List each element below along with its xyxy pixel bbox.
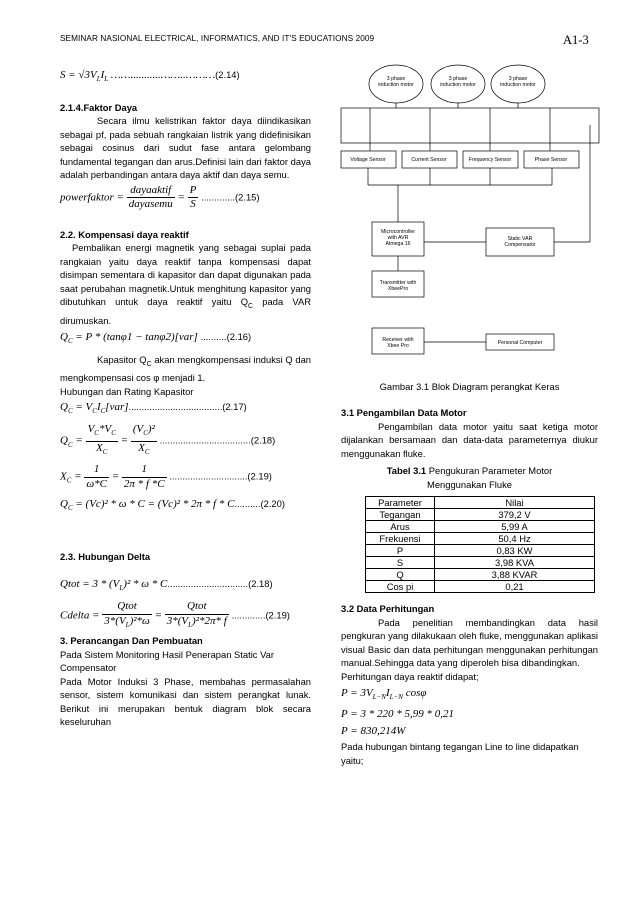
eq-tag: (2.14)	[215, 69, 240, 80]
equation-2-15: powerfaktor = $\frac{\text{dayaaktif}}{\text{dayasemu}}$ = $\frac{P}{S}$ .............(2.15)	[60, 183, 260, 211]
calc-line-1	[341, 685, 598, 706]
table-header-cell: Nilai	[435, 497, 595, 509]
hubungan-label: Hubungan dan Rating Kapasitor	[60, 385, 194, 397]
section-2-3-heading: 2.3. Hubungan Delta	[60, 550, 151, 562]
calc-line-2: P = 3 * 220 * 5,99 * 0,21	[341, 708, 454, 721]
frac-num: Qtot	[102, 600, 152, 615]
eq-sub: L−N	[372, 693, 386, 702]
eq-sub: L	[119, 584, 124, 593]
eq-expr: cosφ	[402, 687, 427, 699]
table-cell: Frekuensi	[366, 533, 435, 545]
section-3-1-heading: 3.1 Pengambilan Data Motor	[341, 407, 467, 418]
right-column	[341, 406, 598, 767]
table-cell: 3,88 KVAR	[435, 569, 595, 581]
parameter-table	[365, 496, 595, 593]
eq-sub: C	[67, 407, 73, 416]
sensor-label: Phase Sensor	[534, 157, 568, 163]
eq-dots: ……...........……..………	[110, 69, 216, 81]
section-2-1-4-heading: 2.1.4.Faktor Daya	[60, 101, 138, 113]
pc-label: Personal Computer	[497, 340, 543, 346]
table-row	[366, 509, 595, 521]
eq-expr: )² * ω * C	[123, 578, 168, 591]
table-caption-text: Pengukuran Parameter Motor Menggunakan Fluke	[426, 465, 553, 490]
table-cell: Cos pi	[366, 581, 435, 593]
section-3-paragraph: Pada Sistem Monitoring Hasil Penerapan Static Var Compensator	[60, 648, 274, 674]
equation-2-14: $S = √3V_LI_L$ ……...........……..………(2.14)	[60, 69, 240, 84]
para-text: pada VAR dirumuskan.	[60, 296, 311, 326]
eq-expr: P = 3V	[341, 687, 373, 699]
eq-sub: C	[92, 407, 97, 416]
para-sub: C	[248, 303, 254, 311]
table-row	[366, 581, 595, 593]
eq-sub: L−N	[389, 693, 403, 702]
section-2-1-4-paragraph: Secara ilmu kelistrikan faktor daya diindikasikan sebagai pf, pada sebuah rangkaian listrik yang didefinisikan sebagai cosinus dari sudut fase antara gelombang fundamental tegangan dan arus.Definisi lain dari faktor daya adalah perbandingan antara daya aktif dan daya semu.	[60, 115, 311, 181]
section-3-heading: 3. Perancangan Dan Pembuatan	[60, 635, 203, 647]
para-text: akan mengkompensasi induksi Q dan mengkompensasi cos φ menjadi 1.	[60, 353, 311, 384]
eq-sub: C	[67, 337, 73, 346]
table-row	[366, 557, 595, 569]
figure-caption: Gambar 3.1 Blok Diagram perangkat Keras	[379, 381, 560, 392]
table-cell: 0,83 KW	[435, 545, 595, 557]
table-cell: Q	[366, 569, 435, 581]
section-2-2-heading: 2.2. Kompensasi daya reaktif	[60, 228, 189, 240]
eq-tag: ..........(2.20)	[234, 498, 285, 510]
eq-expr: = P * (tanφ1 − tanφ2)[var]	[72, 331, 198, 344]
table-cell: 0,21	[435, 581, 595, 593]
section-3-1-paragraph: Pengambilan data motor yaitu saat ketiga motor dijalankan bersamaan dan data-data parameternya diukur menggunakan fluke.	[341, 420, 598, 459]
eq-tag: .............(2.15)	[201, 191, 260, 203]
eq-tag: ...................................(2.18)	[159, 434, 276, 446]
frac-num: P	[188, 184, 199, 199]
equation-2-18: $Q_C$ = $\frac{V_C*V_C}{X_C}$ = $\frac{(V_C)^2}{X_C}$ ...................................(2.18)	[60, 422, 276, 456]
table-cell: S	[366, 557, 435, 569]
para-text: Pembalikan energi magnetik yang sebagai suplai pada rangkaian yaitu daya reaktif tanpa kompensasi dapat disimpan sementara di kapasitor dan dapat digunakan pada saat perubahan magnetik.Untuk menghitung kapasitor yang dibutuhkan untuk daya reaktif yaitu Q	[60, 242, 311, 308]
section-3-2-paragraph: Pada penelitian membandingkan data hasil pengkuran yang dilakukaan oleh fluke, menggunakan aplikasi visual Basic dan data perhitungan menggunakan perhitungan manual.Sehingga data yang diperoleh bisa dibandingkan.	[341, 616, 598, 668]
sensor-label: Frequency Sensor	[468, 157, 512, 163]
eq-expr: = V	[72, 401, 93, 414]
table-cell: 5,99 A	[435, 521, 595, 533]
table-caption-label: Tabel 3.1	[386, 465, 427, 476]
eq-lhs: powerfaktor	[60, 191, 114, 204]
frac-num: dayaaktif	[127, 184, 175, 199]
table-row	[366, 533, 595, 545]
motor-label: 3 phase induction motor	[440, 76, 476, 88]
eq-expr: Qtot = 3 * (V	[60, 578, 120, 591]
micro-label: Microcontroller with AVR Atmega 16	[380, 229, 416, 247]
motor-label: 3 phase induction motor	[378, 76, 414, 88]
eq-lhs: Cdelta	[60, 609, 90, 622]
calc-line-3: P = 830,214W	[341, 725, 406, 738]
eq-tag: ..........(2.16)	[200, 331, 252, 343]
para-sub: C	[146, 360, 152, 368]
table-header-row	[366, 497, 595, 509]
section-3-2-heading: 3.2 Data Perhitungan	[341, 603, 435, 614]
eq-expr: I	[385, 687, 390, 699]
tx-label: Transmitter with XbeePro	[379, 280, 417, 292]
table-row	[366, 545, 595, 557]
svc-label: Static VAR Compensator	[504, 236, 536, 248]
table-caption	[341, 464, 598, 491]
sensor-label: Current Sensor	[411, 157, 447, 163]
eq-expr: [var]	[105, 401, 129, 414]
eq-expr: I	[96, 401, 101, 414]
eq-tag: .............(2.19)	[231, 609, 290, 621]
equation-2-19b: Cdelta = $\frac{\text{Qtot}}{3*(V_L)^2*\omega}$ = $\frac{\text{Qtot}}{3*(V_L)^2*2\pi* f}$ .............(2.19)	[60, 600, 290, 629]
table-cell: Arus	[366, 521, 435, 533]
table-cell: 50,4 Hz	[435, 533, 595, 545]
frac-den: S	[190, 198, 196, 211]
motor-label: 3 phase induction motor	[500, 76, 536, 88]
table-header-cell: Parameter	[366, 497, 435, 509]
eq-expr: Q	[60, 498, 68, 511]
table-cell: Tegangan	[366, 509, 435, 521]
section-3-paragraph-2: Pada Motor Induksi 3 Phase, membahas permasalahan sensor, sistem komunikasi dan sistem perangkat lunak. Berikut ini merupakan bentuk diagram blok secara keseluruhan	[60, 675, 311, 728]
eq-sub: C	[100, 407, 106, 416]
eq-expr: Q	[60, 401, 68, 414]
table-row	[366, 521, 595, 533]
para-text: Kapasitor Q	[97, 353, 147, 365]
header-title: SEMINAR NASIONAL ELECTRICAL, INFORMATICS, AND IT'S EDUCATIONS 2009	[60, 34, 375, 43]
equation-2-19: $X_C$ = $\frac{1}{\omega*C}$ = $\frac{1}{2\pi * f *C}$ ..............................(2.19)	[60, 463, 272, 490]
section-3-2-paragraph-2: Perhitungan daya reaktif didapat;	[341, 670, 479, 682]
bus-frame	[341, 108, 599, 143]
sensor-label: Voltage Sensor	[350, 157, 386, 163]
eq-sub: C	[67, 504, 73, 513]
eq-tag: ....................................(2.17)	[128, 401, 247, 413]
page-number: A1-3	[563, 33, 589, 47]
table-cell: 3,98 KVA	[435, 557, 595, 569]
rx-label: Receiver with Xbee Pro	[382, 337, 414, 349]
eq-tag: ..............................(2.19)	[169, 470, 272, 482]
eq-expr: = (Vc)² * ω * C = (Vc)² * 2π * f * C	[72, 498, 235, 511]
table-row	[366, 569, 595, 581]
eq-expr: Q	[60, 331, 68, 344]
eq-tag: ...............................(2.18)	[167, 578, 273, 590]
table-cell: 379,2 V	[435, 509, 595, 521]
table-cell: P	[366, 545, 435, 557]
final-paragraph: Pada hubungan bintang tegangan Line to line didapatkan yaitu;	[341, 741, 579, 766]
frac-den: dayasemu	[128, 198, 173, 211]
